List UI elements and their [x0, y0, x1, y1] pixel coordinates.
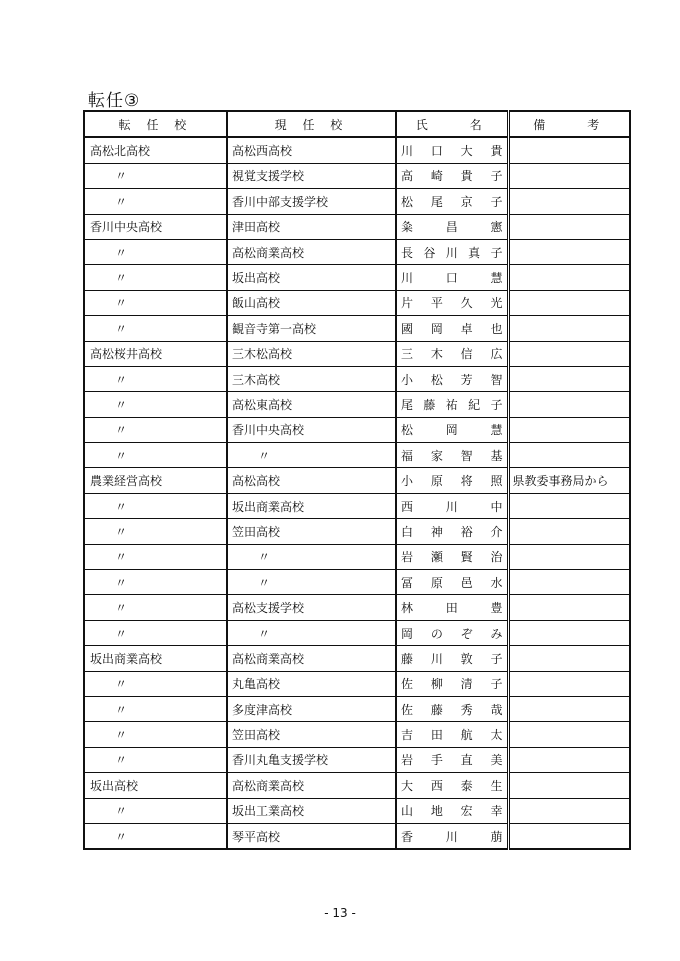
- header-row: [84, 111, 630, 137]
- table-row: [84, 747, 630, 772]
- table-row: [84, 671, 630, 696]
- current-school-cell: 高松西高校: [227, 137, 396, 163]
- new-school-cell: 〃: [84, 519, 227, 544]
- remarks-cell: [508, 265, 630, 290]
- name-cell: [396, 544, 508, 569]
- new-school-cell: 〃: [84, 443, 227, 468]
- name-cell: [396, 443, 508, 468]
- current-school-cell: 坂出高校: [227, 265, 396, 290]
- person-name: 片 平 久 光: [401, 296, 503, 311]
- remarks-cell: [508, 366, 630, 391]
- person-name: 大 西 泰 生: [401, 778, 503, 793]
- table-row: [84, 544, 630, 569]
- table-row: [84, 137, 630, 163]
- new-school-cell: 〃: [84, 823, 227, 849]
- remarks-cell: [508, 544, 630, 569]
- current-school-cell: 視覚支援学校: [227, 163, 396, 188]
- new-school-cell: 〃: [84, 671, 227, 696]
- name-cell: [396, 798, 508, 823]
- header-remarks: 備 考: [508, 111, 630, 137]
- table-row: [84, 570, 630, 595]
- current-school-cell: 高松支援学校: [227, 595, 396, 620]
- remarks-cell: [508, 137, 630, 163]
- table-row: [84, 189, 630, 214]
- new-school-cell: 〃: [84, 366, 227, 391]
- name-cell: [396, 290, 508, 315]
- new-school-cell: 〃: [84, 239, 227, 264]
- table-row: [84, 722, 630, 747]
- current-school-cell: 〃: [227, 544, 396, 569]
- person-name: 岩 手 直 美: [401, 753, 503, 768]
- name-cell: [396, 137, 508, 163]
- table-row: [84, 773, 630, 798]
- current-school-cell: 高松商業高校: [227, 646, 396, 671]
- name-cell: [396, 570, 508, 595]
- new-school-cell: 高松北高校: [84, 137, 227, 163]
- current-school-cell: 高松商業高校: [227, 239, 396, 264]
- new-school-cell: 〃: [84, 570, 227, 595]
- remarks-cell: [508, 570, 630, 595]
- person-name: 岩 瀬 賢 治: [401, 550, 503, 565]
- current-school-cell: 高松東高校: [227, 392, 396, 417]
- remarks-cell: [508, 417, 630, 442]
- table-row: [84, 239, 630, 264]
- name-cell: [396, 417, 508, 442]
- remarks-cell: 県教委事務局から: [508, 468, 630, 493]
- new-school-cell: 〃: [84, 493, 227, 518]
- name-cell: [396, 189, 508, 214]
- remarks-cell: [508, 163, 630, 188]
- person-name: 尾 藤 祐 紀 子: [401, 397, 503, 412]
- person-name: 福 家 智 基: [401, 448, 503, 463]
- current-school-cell: 〃: [227, 570, 396, 595]
- table-row: [84, 214, 630, 239]
- name-cell: [396, 823, 508, 849]
- current-school-cell: 笠田高校: [227, 519, 396, 544]
- person-name: 粂 昌 憲: [401, 220, 503, 235]
- remarks-cell: [508, 519, 630, 544]
- person-name: 小 原 将 照: [401, 474, 503, 489]
- new-school-cell: 〃: [84, 417, 227, 442]
- remarks-cell: [508, 189, 630, 214]
- remarks-cell: [508, 620, 630, 645]
- table-row: [84, 798, 630, 823]
- current-school-cell: 多度津高校: [227, 696, 396, 721]
- remarks-cell: [508, 290, 630, 315]
- name-cell: [396, 620, 508, 645]
- remarks-cell: [508, 341, 630, 366]
- person-name: 高 崎 貴 子: [401, 169, 503, 184]
- person-name: 岡 の ぞ み: [401, 626, 503, 641]
- table-row: [84, 392, 630, 417]
- person-name: 長 谷 川 真 子: [401, 245, 503, 260]
- new-school-cell: 〃: [84, 595, 227, 620]
- person-name: 西 川 中: [401, 499, 503, 514]
- remarks-cell: [508, 773, 630, 798]
- current-school-cell: 香川中部支援学校: [227, 189, 396, 214]
- person-name: 林 田 豊: [401, 601, 503, 616]
- person-name: 川 口 慧: [401, 271, 503, 286]
- current-school-cell: 香川中央高校: [227, 417, 396, 442]
- new-school-cell: 〃: [84, 189, 227, 214]
- current-school-cell: 〃: [227, 443, 396, 468]
- current-school-cell: 三木松高校: [227, 341, 396, 366]
- table-row: [84, 265, 630, 290]
- table-row: [84, 341, 630, 366]
- current-school-cell: 琴平高校: [227, 823, 396, 849]
- page-title: 転任③: [88, 91, 141, 111]
- table-row: [84, 493, 630, 518]
- table-row: [84, 290, 630, 315]
- current-school-cell: 香川丸亀支援学校: [227, 747, 396, 772]
- name-cell: [396, 646, 508, 671]
- current-school-cell: 観音寺第一高校: [227, 316, 396, 341]
- table-row: [84, 823, 630, 849]
- name-cell: [396, 341, 508, 366]
- new-school-cell: 高松桜井高校: [84, 341, 227, 366]
- current-school-cell: 三木高校: [227, 366, 396, 391]
- current-school-cell: 高松商業高校: [227, 773, 396, 798]
- current-school-cell: 坂出商業高校: [227, 493, 396, 518]
- name-cell: [396, 366, 508, 391]
- remarks-cell: [508, 443, 630, 468]
- table-row: [84, 468, 630, 493]
- remarks-cell: [508, 239, 630, 264]
- name-cell: [396, 163, 508, 188]
- name-cell: [396, 696, 508, 721]
- name-cell: [396, 671, 508, 696]
- person-name: 國 岡 卓 也: [401, 321, 503, 336]
- name-cell: [396, 468, 508, 493]
- new-school-cell: 〃: [84, 747, 227, 772]
- table-row: [84, 646, 630, 671]
- name-cell: [396, 722, 508, 747]
- new-school-cell: 〃: [84, 316, 227, 341]
- table-row: [84, 316, 630, 341]
- new-school-cell: 〃: [84, 392, 227, 417]
- remarks-cell: [508, 671, 630, 696]
- current-school-cell: 津田高校: [227, 214, 396, 239]
- new-school-cell: 〃: [84, 722, 227, 747]
- name-cell: [396, 239, 508, 264]
- remarks-cell: [508, 696, 630, 721]
- new-school-cell: 〃: [84, 620, 227, 645]
- table-row: [84, 620, 630, 645]
- remarks-cell: [508, 823, 630, 849]
- table-row: [84, 443, 630, 468]
- page-number: - 13 -: [324, 906, 356, 920]
- new-school-cell: 〃: [84, 544, 227, 569]
- new-school-cell: 〃: [84, 798, 227, 823]
- person-name: 松 尾 京 子: [401, 194, 503, 209]
- table-row: [84, 163, 630, 188]
- transfer-table: [83, 110, 631, 850]
- table-row: [84, 595, 630, 620]
- person-name: 小 松 芳 智: [401, 372, 503, 387]
- header-new-school: 転 任 校: [84, 111, 227, 137]
- table-row: [84, 519, 630, 544]
- remarks-cell: [508, 747, 630, 772]
- name-cell: [396, 519, 508, 544]
- name-cell: [396, 316, 508, 341]
- person-name: 佐 藤 秀 哉: [401, 702, 503, 717]
- remarks-cell: [508, 493, 630, 518]
- remarks-cell: [508, 646, 630, 671]
- remarks-cell: [508, 214, 630, 239]
- person-name: 佐 柳 清 子: [401, 677, 503, 692]
- person-name: 松 岡 慧: [401, 423, 503, 438]
- current-school-cell: 坂出工業高校: [227, 798, 396, 823]
- remarks-cell: [508, 392, 630, 417]
- table-row: [84, 366, 630, 391]
- person-name: 山 地 宏 幸: [401, 804, 503, 819]
- name-cell: [396, 747, 508, 772]
- current-school-cell: 高松高校: [227, 468, 396, 493]
- person-name: 吉 田 航 太: [401, 728, 503, 743]
- remarks-cell: [508, 316, 630, 341]
- name-cell: [396, 214, 508, 239]
- current-school-cell: 〃: [227, 620, 396, 645]
- current-school-cell: 丸亀高校: [227, 671, 396, 696]
- name-cell: [396, 595, 508, 620]
- new-school-cell: 〃: [84, 163, 227, 188]
- new-school-cell: 坂出高校: [84, 773, 227, 798]
- new-school-cell: 坂出商業高校: [84, 646, 227, 671]
- current-school-cell: 飯山高校: [227, 290, 396, 315]
- person-name: 冨 原 邑 水: [401, 575, 503, 590]
- header-name: 氏 名: [396, 111, 508, 137]
- new-school-cell: 〃: [84, 290, 227, 315]
- new-school-cell: 〃: [84, 265, 227, 290]
- new-school-cell: 〃: [84, 696, 227, 721]
- table-row: [84, 696, 630, 721]
- table-row: [84, 417, 630, 442]
- name-cell: [396, 493, 508, 518]
- remarks-cell: [508, 722, 630, 747]
- person-name: 白 神 裕 介: [401, 524, 503, 539]
- remarks-cell: [508, 595, 630, 620]
- remarks-cell: [508, 798, 630, 823]
- header-current-school: 現 任 校: [227, 111, 396, 137]
- new-school-cell: 香川中央高校: [84, 214, 227, 239]
- person-name: 藤 川 敦 子: [401, 651, 503, 666]
- name-cell: [396, 392, 508, 417]
- current-school-cell: 笠田高校: [227, 722, 396, 747]
- person-name: 三 木 信 広: [401, 347, 503, 362]
- name-cell: [396, 265, 508, 290]
- new-school-cell: 農業経営高校: [84, 468, 227, 493]
- name-cell: [396, 773, 508, 798]
- person-name: 川 口 大 貴: [401, 144, 503, 159]
- person-name: 香 川 萠: [401, 829, 503, 844]
